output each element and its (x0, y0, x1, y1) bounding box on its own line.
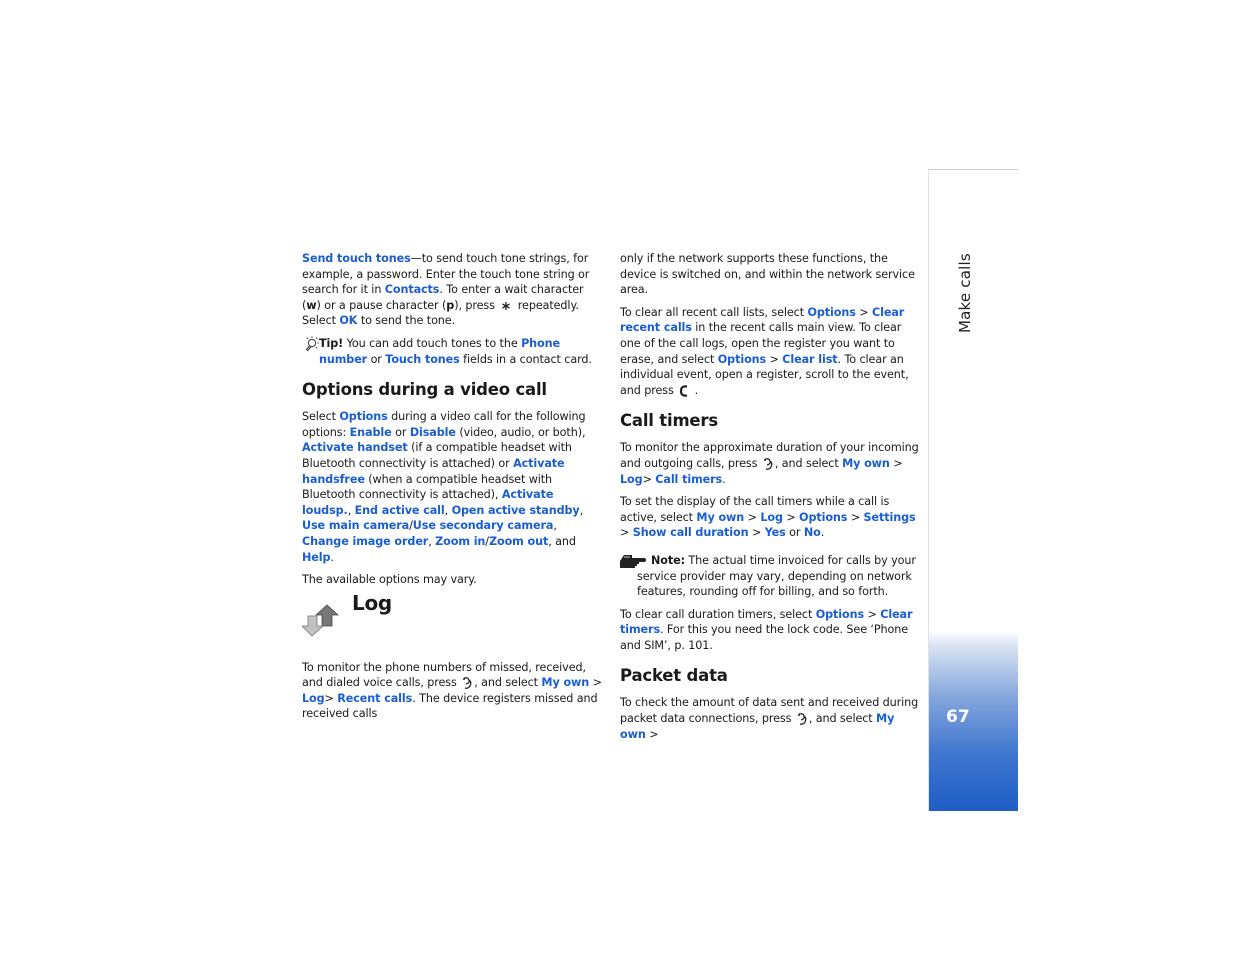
network-support-paragraph: only if the network supports these functions, the device is switched on, and within the network service area. (620, 252, 915, 297)
section-title: Make calls (956, 253, 974, 333)
heading-options-video-call: Options during a video call (302, 380, 547, 400)
log-heading-block (302, 590, 602, 650)
call-timers-paragraph: To monitor the approximate duration of your incoming and outgoing calls, press , and select My own > Log> Call timers. (620, 441, 919, 486)
term-send-touch-tones: Send touch tones (302, 252, 411, 265)
send-touch-tones-paragraph: Send touch tones—to send touch tone strings, for example, a password. Enter the touch tone string or search for it in Contacts. To enter a wait character (w) or a pause character (p), press repeatedly. Select OK to send the tone. (302, 252, 590, 328)
heading-packet-data: Packet data (620, 666, 728, 686)
packet-data-paragraph: To check the amount of data sent and received during packet data connections, press , and select My own > (620, 696, 919, 741)
timer-display-paragraph: To set the display of the call timers while a call is active, select My own > Log > Options > Settings > Show call duration > Yes or No. (620, 495, 916, 540)
left-column (302, 251, 602, 729)
term-phone-number: Phone number (319, 336, 560, 366)
lightbulb-icon (302, 336, 320, 353)
page-number: 67 (946, 707, 970, 727)
tip-block: Tip! You can add touch tones to the Phone number or Touch tones fields in a contact card. (302, 336, 602, 367)
options-may-vary: The available options may vary. (302, 573, 477, 587)
video-options-paragraph: Select Options during a video call for the following options: Enable or Disable (video, audio, or both), Activate handset (if a compatible headset with Bluetooth connectivity is attached) or Activate handsfree (when a compatible headset with Bluetooth connectivity is attached), Activate loudsp., End active call, Open active standby, Use main camera/Use secondary camera, Change image order, Zoom in/Zoom out, and Help. (302, 410, 586, 564)
menu-key-icon (761, 457, 775, 471)
term-touch-tones: Touch tones (385, 352, 460, 366)
term-ok: OK (339, 314, 358, 328)
log-paragraph: To monitor the phone numbers of missed, received, and dialed voice calls, press , and select My own > Log> Recent calls. The device registers missed and received calls (302, 660, 602, 721)
menu-key-icon (795, 712, 809, 726)
clear-recent-paragraph: To clear all recent call lists, select Options > Clear recent calls in the recent calls main view. To clear one of the call logs, open the register you want to erase, and select Options > Clear list. To clear an individual event, open a register, scroll to the event, and press . (620, 305, 909, 397)
clear-timers-paragraph: To clear call duration timers, select Options > Clear timers. For this you need the lock code. See ‘Phone and SIM’, p. 101. (620, 607, 913, 652)
note-block: Note: The actual time invoiced for calls by your service provider may vary, depending on network features, rounding off for billing, and so forth. (620, 553, 920, 600)
right-column (620, 251, 920, 749)
clear-key-icon (677, 384, 691, 398)
menu-key-icon (460, 676, 474, 690)
heading-call-timers: Call timers (620, 411, 718, 431)
star-key-icon (498, 300, 514, 312)
heading-log: Log (352, 590, 392, 615)
note-hand-icon (619, 552, 647, 570)
term-contacts: Contacts (384, 283, 440, 297)
log-arrows-icon (302, 602, 344, 640)
